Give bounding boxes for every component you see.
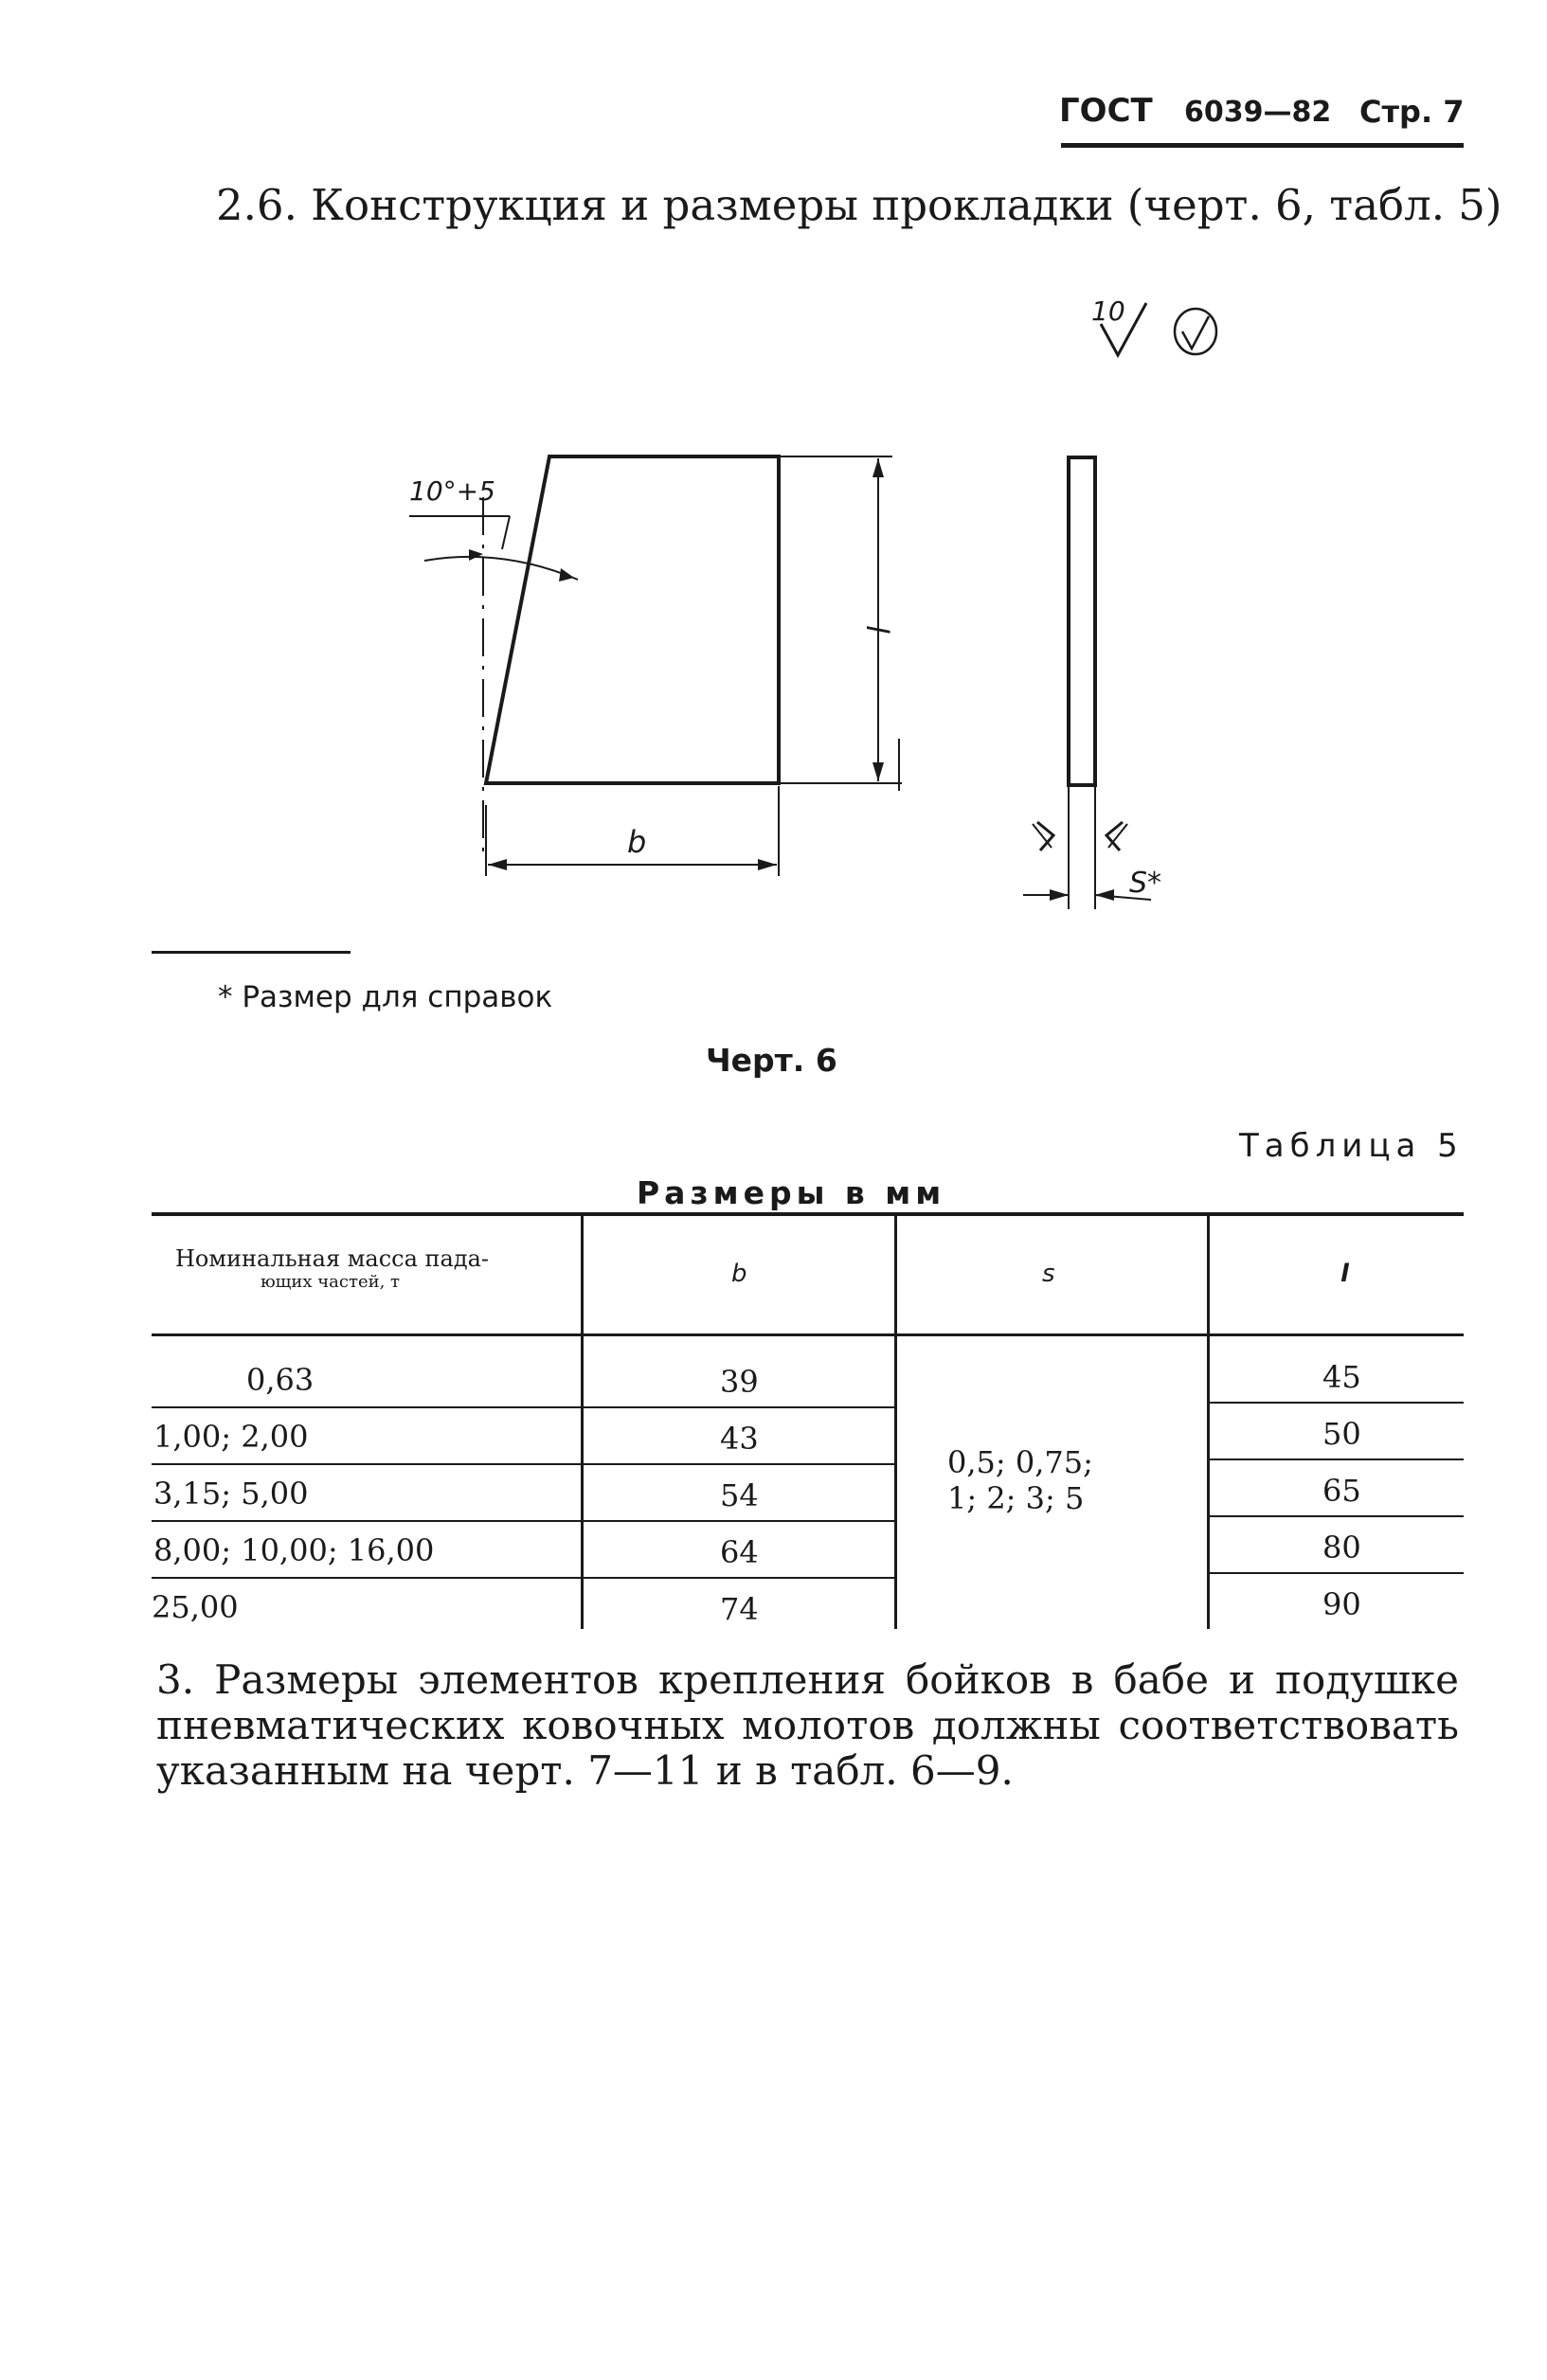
row-rule bbox=[152, 1406, 581, 1408]
dimensions-table bbox=[152, 1212, 1464, 1648]
row-rule bbox=[584, 1520, 894, 1522]
standard-label: ГОСТ bbox=[1059, 92, 1153, 130]
cell-l: 80 bbox=[1322, 1530, 1361, 1566]
section-heading: 2.6. Конструкция и размеры прокладки (черт. 6, табл. 5) bbox=[216, 180, 1502, 230]
cell-l: 65 bbox=[1322, 1473, 1361, 1509]
cell-l: 90 bbox=[1322, 1586, 1361, 1622]
header-b: b bbox=[731, 1260, 747, 1288]
row-rule bbox=[152, 1577, 581, 1579]
figure-caption: Черт. 6 bbox=[706, 1042, 837, 1079]
cell-mass: 3,15; 5,00 bbox=[153, 1476, 309, 1512]
cell-b: 54 bbox=[720, 1477, 759, 1513]
footnote: * Размер для справок bbox=[218, 980, 553, 1014]
paragraph-3: 3. Размеры элементов крепления бойков в бабе и подушке пневматических ковочных молотов должны соответствовать указанным на черт. 7—11 и в табл. 6—9. bbox=[156, 1656, 1459, 1794]
angle-label: 10°+5 bbox=[409, 475, 495, 507]
row-rule bbox=[1210, 1402, 1464, 1404]
cell-mass: 0,63 bbox=[246, 1362, 315, 1398]
cell-s-merged: 0,5; 0,75; 1; 2; 3; 5 bbox=[947, 1444, 1093, 1516]
cell-mass: 25,00 bbox=[152, 1589, 239, 1625]
units-label: Размеры в мм bbox=[637, 1174, 946, 1211]
cell-b: 64 bbox=[720, 1534, 759, 1570]
footnote-rule bbox=[152, 951, 351, 954]
cell-l: 50 bbox=[1322, 1416, 1361, 1452]
cell-b: 39 bbox=[720, 1364, 759, 1400]
dimension-l: l bbox=[859, 625, 895, 634]
plate-side-view bbox=[1023, 457, 1151, 909]
row-rule bbox=[1210, 1458, 1464, 1460]
plate-front-view bbox=[409, 456, 902, 876]
table-label: Таблица 5 bbox=[1239, 1127, 1464, 1165]
roughness-symbol bbox=[1091, 295, 1216, 355]
cell-b: 43 bbox=[720, 1421, 759, 1457]
row-rule bbox=[584, 1406, 894, 1408]
technical-drawing bbox=[0, 0, 1547, 947]
header-l: l bbox=[1340, 1260, 1349, 1288]
column-divider bbox=[581, 1212, 584, 1629]
header-mass: Номинальная масса пада- ющих частей, т bbox=[175, 1245, 490, 1292]
row-rule bbox=[584, 1463, 894, 1465]
cell-b: 74 bbox=[720, 1591, 759, 1627]
roughness-value: 10 bbox=[1091, 295, 1125, 327]
row-rule bbox=[1210, 1515, 1464, 1517]
table-header-rule bbox=[152, 1333, 1464, 1336]
column-divider bbox=[1207, 1212, 1210, 1629]
header-s: s bbox=[1042, 1260, 1055, 1288]
cell-mass: 8,00; 10,00; 16,00 bbox=[153, 1532, 435, 1568]
page-number: Стр. 7 bbox=[1359, 94, 1465, 130]
dimension-s: S* bbox=[1129, 867, 1162, 900]
table-top-rule bbox=[152, 1212, 1464, 1216]
cell-l: 45 bbox=[1322, 1359, 1361, 1395]
row-rule bbox=[152, 1520, 581, 1522]
row-rule bbox=[1210, 1572, 1464, 1574]
column-divider bbox=[894, 1212, 897, 1629]
standard-number: 6039—82 bbox=[1184, 96, 1332, 129]
cell-mass: 1,00; 2,00 bbox=[153, 1419, 309, 1455]
row-rule bbox=[152, 1463, 581, 1465]
row-rule bbox=[584, 1577, 894, 1579]
dimension-b: b bbox=[627, 824, 647, 860]
